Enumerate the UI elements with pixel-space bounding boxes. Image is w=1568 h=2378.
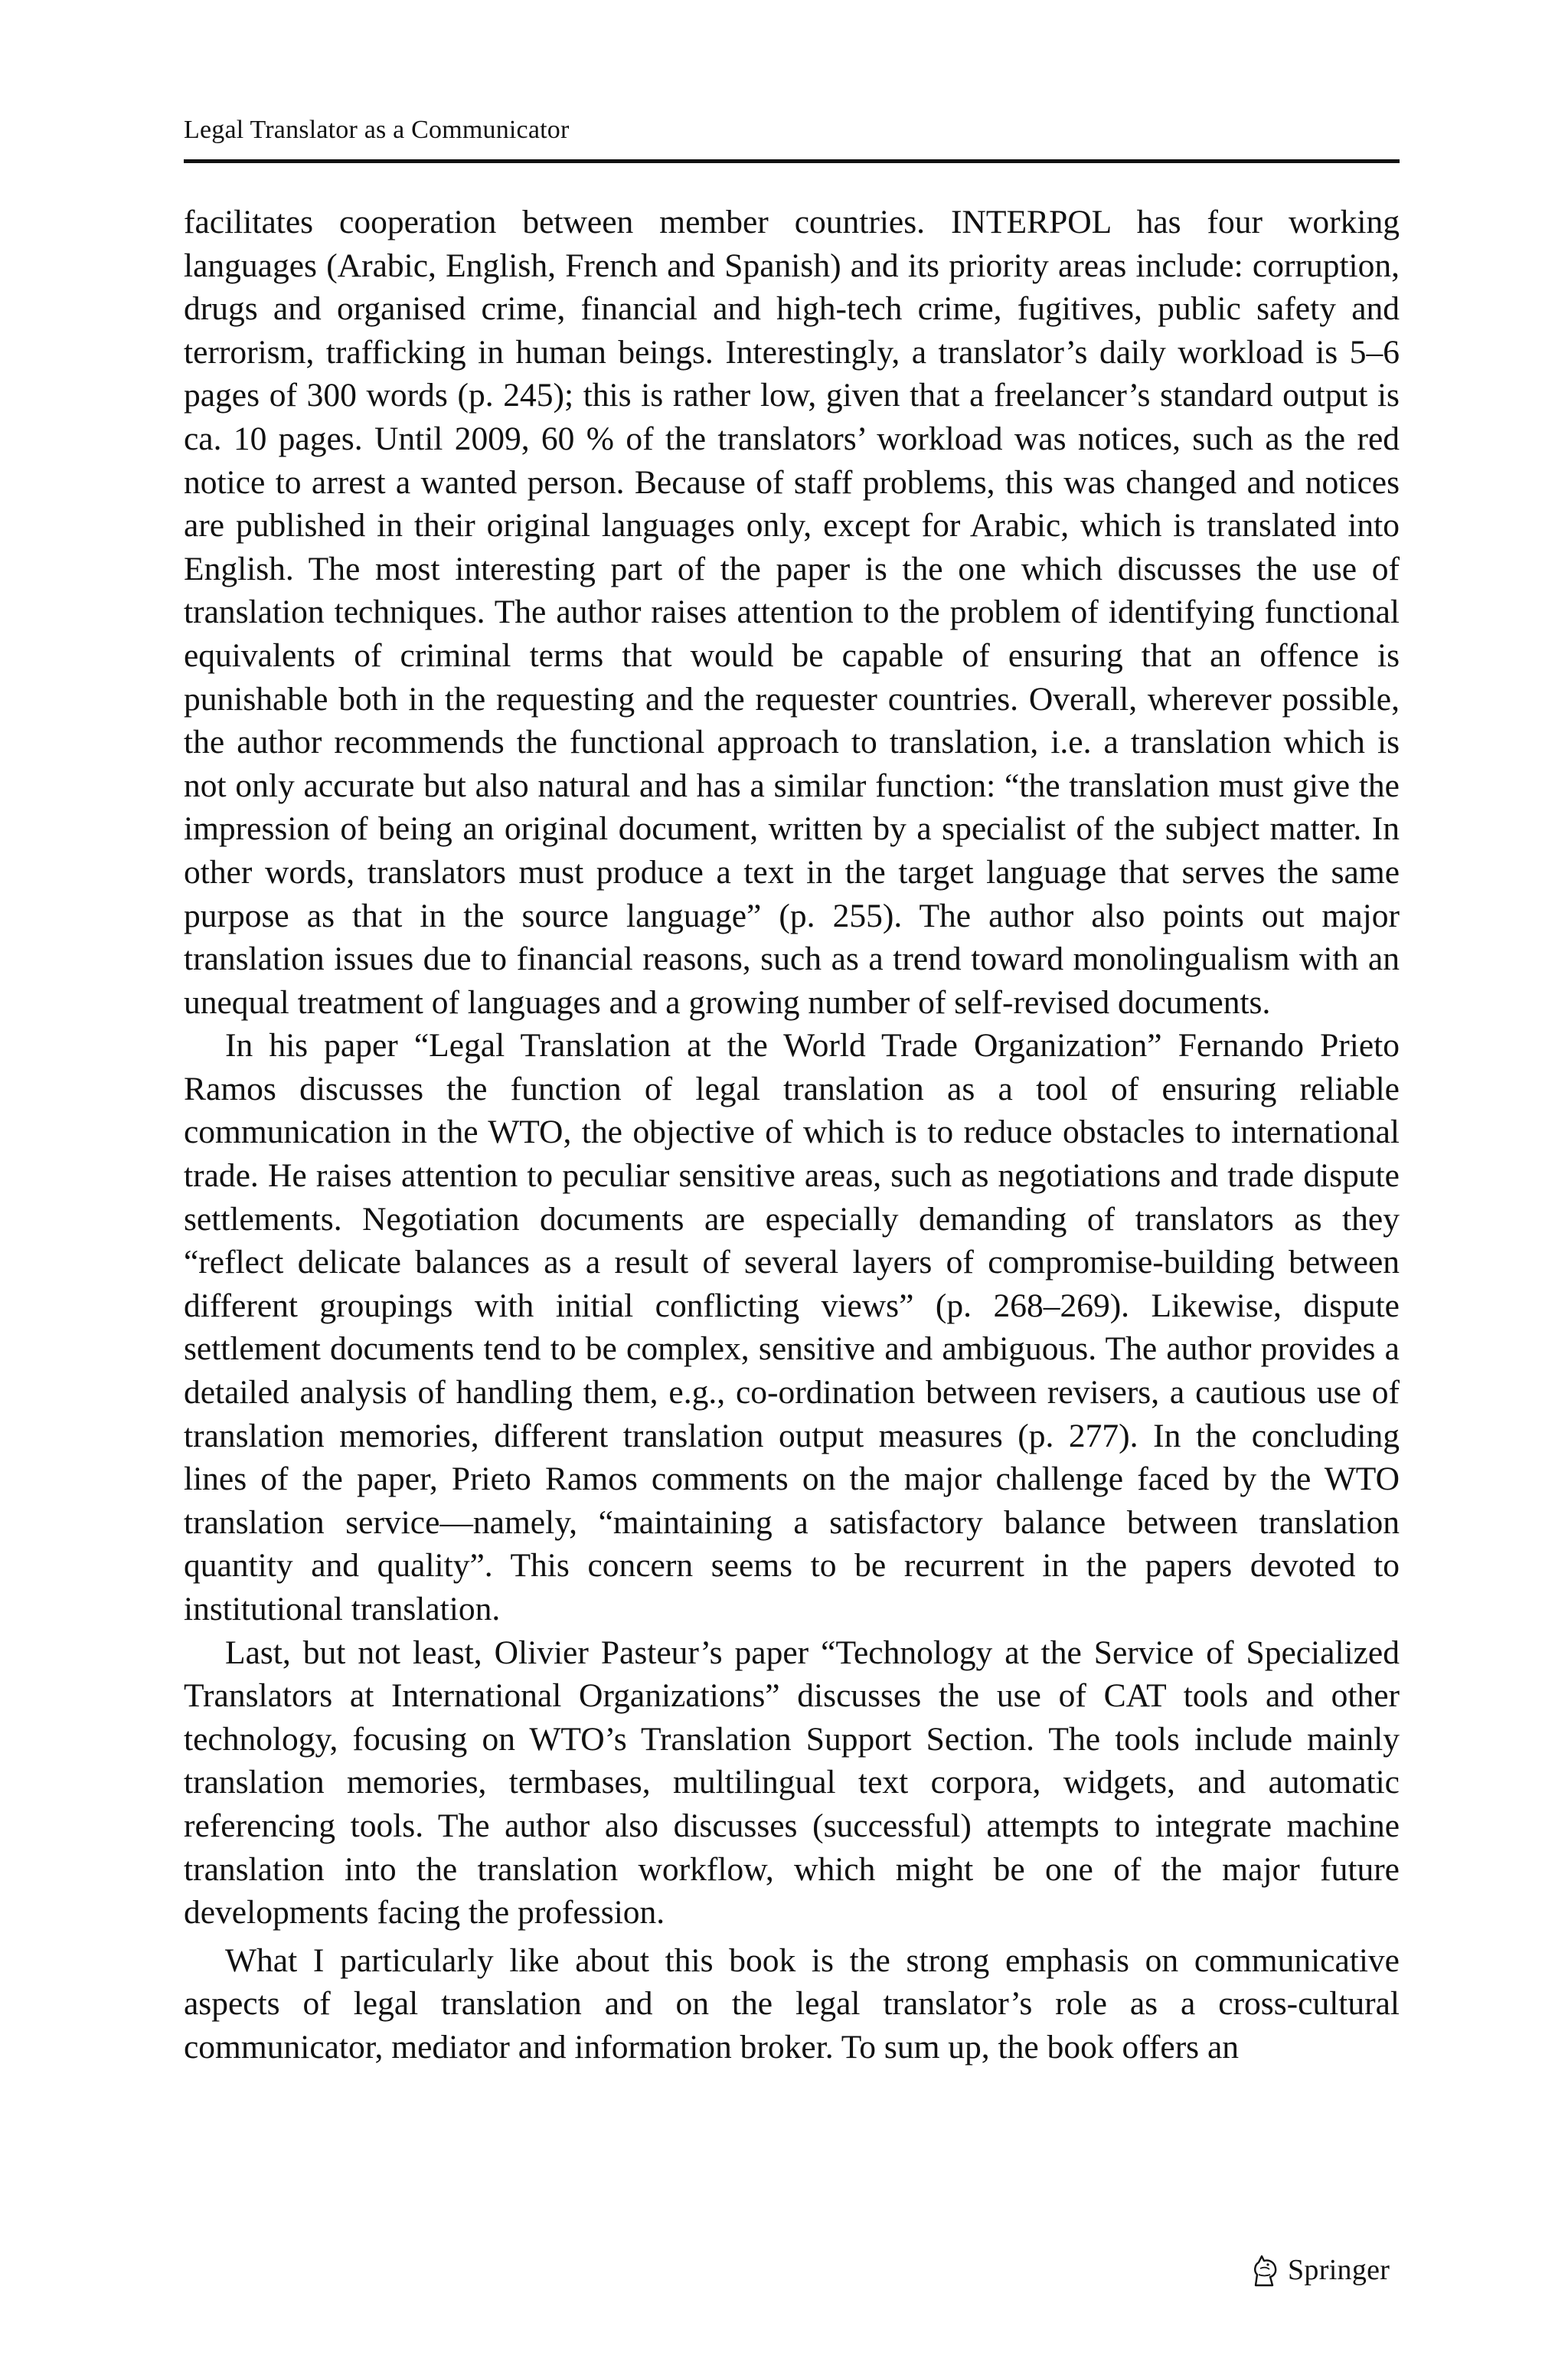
springer-logo (1250, 2249, 1390, 2291)
springer-horse-icon (1250, 2252, 1280, 2288)
header-rule (184, 159, 1400, 163)
paragraph-conclusion: What I particularly like about this book is the strong emphasis on communicative aspects of legal translation and on the legal translator’s role as a cross-cultural communicator, mediator and information broker. To sum up, the book offers an (184, 1941, 1400, 2066)
paragraph-technology: Last, but not least, Olivier Pasteur’s paper “Technology at the Service of Specialized Translators at International Organizations” discusses the use of CAT tools and other technology, focusing on WTO’s Translation Support Section. The tools include mainly translation memories, termbases, multilingual text corpora, widgets, and automatic referencing tools. The author also discusses (successful) attempts to integrate machine translation into the translation workflow, which might be one of the major future developments facing the profession. (184, 1634, 1400, 1932)
publisher-name: Springer (1288, 2254, 1390, 2286)
body-text (184, 201, 1400, 2069)
paragraph-wto-legal-translation: In his paper “Legal Translation at the World Trade Organization” Fernando Prieto Ramos discusses the function of legal translation as a tool of ensuring reliable communication in the WTO, the objective of which is to reduce obstacles to international trade. He raises attention to peculiar sensitive areas, such as negotiations and trade dispute settlements. Negotiation documents are especially demanding of translators as they “reflect delicate balances as a result of several layers of compromise-building between different groupings with initial conflicting views” (p. 268–269). Likewise, dispute settlement documents tend to be complex, sensitive and ambiguous. The author provides a detailed analysis of handling them, e.g., co-ordination between revisers, a cautious use of translation memories, different translation output measures (p. 277). In the concluding lines of the paper, Prieto Ramos comments on the major challenge faced by the WTO translation service—namely, “maintaining a satisfactory balance between translation quantity and quality”. This concern seems to be recurrent in the papers devoted to institutional translation. (184, 1027, 1400, 1627)
paragraph-interpol: facilitates cooperation between member countries. INTERPOL has four working languages (Arabic, English, French and Spanish) and its priority areas include: corruption, drugs and organised crime, financial and high-tech crime, fugitives, public safety and terrorism, trafficking in human beings. Interestingly, a translator’s daily workload is 5–6 pages of 300 words (p. 245); this is rather low, given that a freelancer’s standard output is ca. 10 pages. Until 2009, 60 % of the translators’ workload was notices, such as the red notice to arrest a wanted person. Because of staff problems, this was changed and notices are published in their original languages only, except for Arabic, which is translated into English. The most interesting part of the paper is the one which discusses the use of translation techniques. The author raises attention to the problem of identifying functional equivalents of criminal terms that would be capable of ensuring that an offence is punishable both in the requesting and the requester countries. Overall, wherever possible, the author recommends the functional approach to translation, i.e. a translation which is not only accurate but also natural and has a similar function: “the translation must give the impression of being an original document, written by a specialist of the subject matter. In other words, translators must produce a text in the target language that serves the same purpose as that in the source language” (p. 255). The author also points out major translation issues due to financial reasons, such as a trend toward monolingualism with an unequal treatment of languages and a growing number of self-revised documents. (184, 204, 1400, 1021)
running-head: Legal Translator as a Communicator (184, 116, 570, 144)
